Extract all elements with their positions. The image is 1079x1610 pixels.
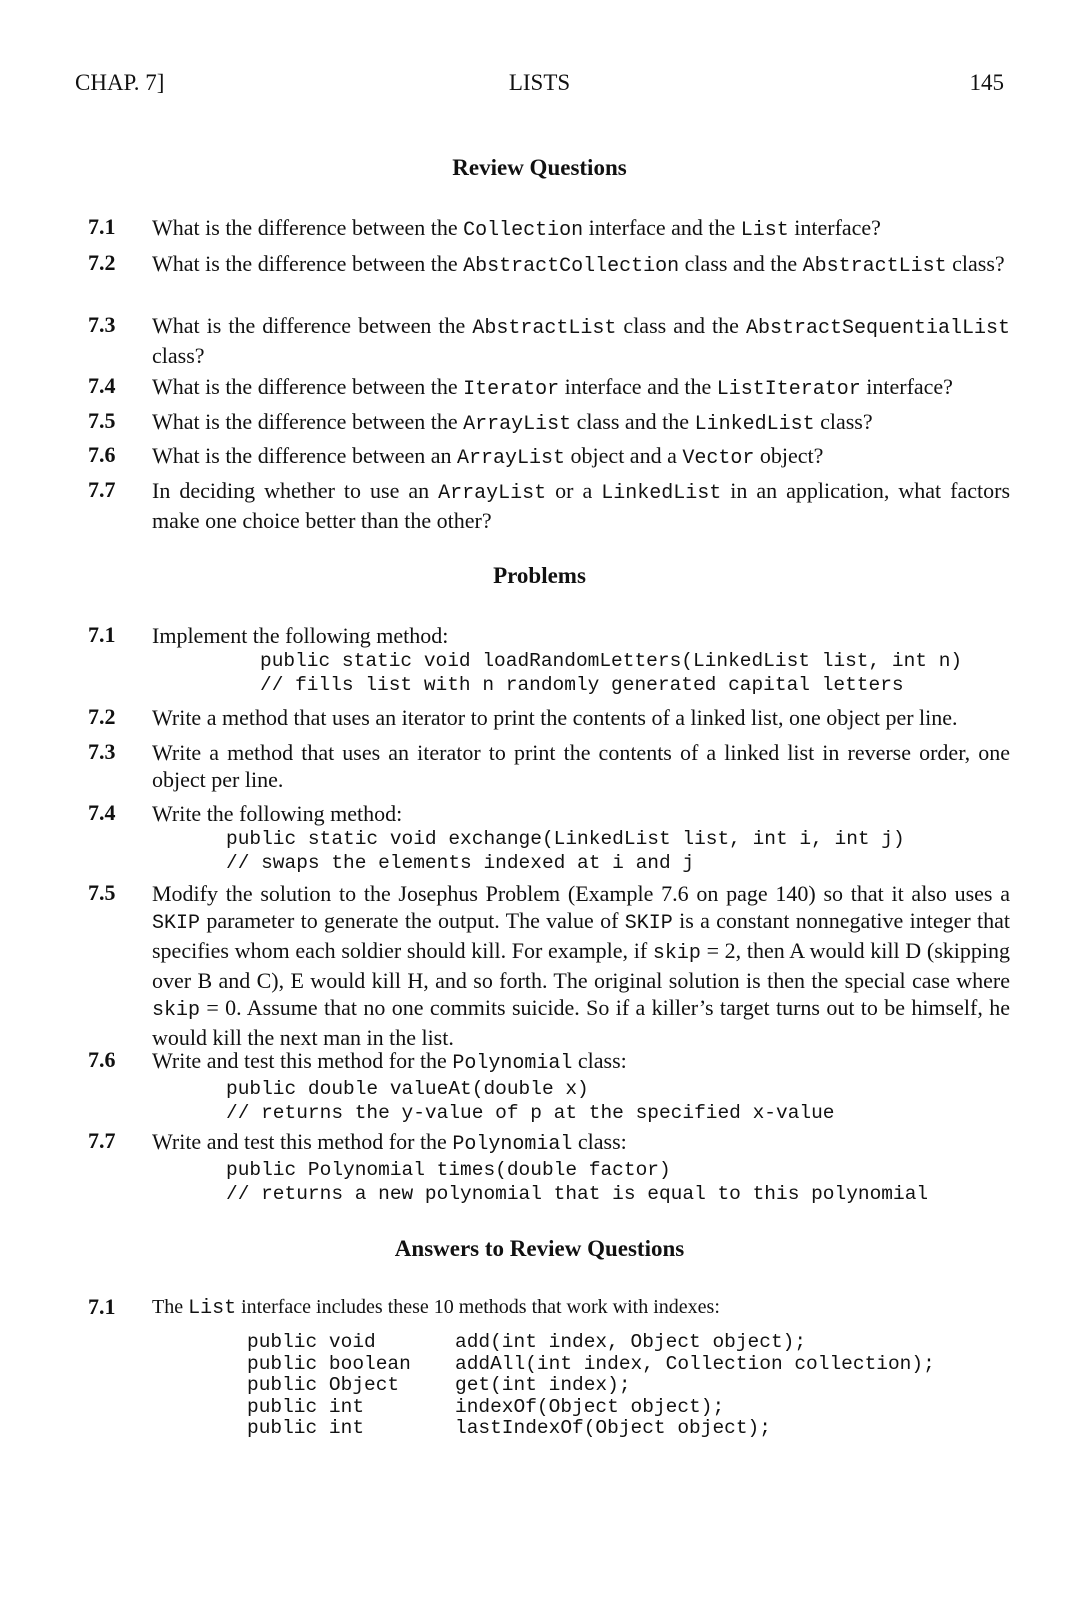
problems-heading: Problems [493, 563, 586, 588]
item-number: 7.3 [88, 739, 116, 764]
inline-code: List [740, 219, 789, 242]
code-line: public static void loadRandomLetters(LinkedList list, int n) [260, 650, 963, 672]
item-text [152, 800, 1010, 827]
review-question [88, 250, 1010, 280]
item-number: 7.5 [88, 408, 116, 433]
page-header [75, 70, 1004, 100]
inline-code: Vector [682, 447, 755, 470]
inline-text: What is the difference between the [152, 215, 464, 240]
inline-text: = 0. Assume that no one commits suicide. So if a killer’s target turns out to be himself, he would kill the next man in the list. [152, 995, 1010, 1050]
method-row [247, 1354, 935, 1376]
item-text [152, 214, 1010, 244]
inline-code: ListIterator [716, 378, 861, 401]
problem-item [88, 622, 1010, 697]
inline-code: LinkedList [601, 482, 722, 505]
item-text [152, 739, 1010, 793]
problem-item [88, 1047, 1010, 1125]
code-line: // returns the y-value of p at the specified x-value [226, 1102, 835, 1124]
inline-text: class? [152, 343, 205, 368]
page-number: 145 [969, 70, 1004, 95]
inline-code: LinkedList [694, 413, 815, 436]
inline-text: object? [754, 443, 824, 468]
code-line: public double valueAt(double x) [226, 1078, 589, 1100]
running-title: LISTS [508, 70, 571, 95]
inline-code: ArrayList [457, 447, 566, 470]
answer-item [88, 1294, 1010, 1322]
inline-text: What is the difference between the [152, 409, 464, 434]
code-line: public Polynomial times(double factor) [226, 1159, 671, 1181]
item-number: 7.7 [88, 1128, 116, 1153]
method-signature: get(int index); [455, 1374, 631, 1396]
item-number: 7.4 [88, 373, 116, 398]
inline-code: Iterator [463, 378, 560, 401]
inline-code: SKIP [152, 912, 201, 935]
chapter-label: CHAP. 7] [75, 70, 165, 95]
item-text [152, 250, 1010, 280]
item-number: 7.5 [88, 880, 116, 905]
answers-heading: Answers to Review Questions [394, 1236, 685, 1261]
item-number: 7.2 [88, 704, 116, 729]
method-row [247, 1375, 935, 1397]
code-line: // returns a new polynomial that is equal to this polynomial [226, 1183, 929, 1205]
item-number: 7.1 [88, 214, 116, 239]
item-text [152, 704, 1010, 731]
inline-text: Write a method that uses an iterator to print the contents of a linked list, one object per line. [152, 705, 958, 730]
return-type: public void [247, 1331, 376, 1353]
code-line: // fills list with n randomly generated capital letters [260, 674, 904, 696]
problem-item [88, 800, 1010, 875]
item-text [152, 1128, 1010, 1158]
inline-text: Write a method that uses an iterator to print the contents of a linked list in reverse order, one object per line. [152, 740, 1010, 792]
inline-text: class: [572, 1129, 627, 1154]
inline-code: ArrayList [463, 413, 572, 436]
inline-text: What is the difference between an [152, 443, 458, 468]
item-text [152, 442, 1010, 472]
code-block [260, 649, 1010, 697]
item-number: 7.3 [88, 312, 116, 337]
method-row [247, 1418, 935, 1440]
code-block [226, 827, 1010, 875]
item-text [152, 408, 1010, 438]
inline-text: What is the difference between the [152, 374, 464, 399]
return-type: public boolean [247, 1352, 411, 1375]
return-type: public int [247, 1395, 365, 1418]
inline-text: What is the difference between the [152, 313, 473, 338]
item-text [152, 477, 1010, 534]
inline-code: skip [152, 999, 201, 1022]
item-number: 7.6 [88, 1047, 116, 1072]
return-type: public int [247, 1417, 365, 1439]
answer-text [152, 1294, 1010, 1322]
inline-text: in an application, what factors make one choice better than the other? [152, 478, 1011, 533]
method-signature: add(int index, Object object); [455, 1331, 807, 1353]
inline-text: class and the [679, 251, 803, 276]
problem-item [88, 704, 1010, 731]
method-signature: lastIndexOf(Object object); [455, 1417, 771, 1439]
inline-code: Collection [463, 219, 584, 242]
item-number: 7.7 [88, 477, 116, 502]
inline-text: class? [814, 409, 873, 434]
item-number: 7.1 [88, 622, 116, 647]
inline-code: AbstractSequentialList [745, 317, 1010, 340]
inline-text: The [152, 1296, 189, 1318]
inline-code: Polynomial [452, 1052, 573, 1075]
answer-number: 7.1 [88, 1294, 116, 1319]
inline-text: interface includes these 10 methods that work with indexes: [236, 1296, 720, 1318]
item-number: 7.4 [88, 800, 116, 825]
inline-text: Write the following method: [152, 801, 403, 826]
item-number: 7.2 [88, 250, 116, 275]
code-line: // swaps the elements indexed at i and j [226, 852, 695, 874]
inline-text: interface? [860, 374, 953, 399]
inline-text: class and the [616, 313, 746, 338]
review-question [88, 408, 1010, 438]
inline-code: ArrayList [438, 482, 547, 505]
inline-text: In deciding whether to use an [152, 478, 439, 503]
review-questions-heading: Review Questions [452, 155, 627, 180]
inline-text: Modify the solution to the Josephus Problem (Example 7.6 on page 140) so that it also uses a [152, 881, 1010, 906]
item-text [152, 373, 1010, 403]
review-question [88, 214, 1010, 244]
methods-table [247, 1332, 935, 1440]
inline-code: List [188, 1297, 237, 1320]
review-question [88, 442, 1010, 472]
problem-item [88, 739, 1010, 793]
code-block [226, 1158, 1010, 1206]
method-signature: addAll(int index, Collection collection); [455, 1352, 935, 1375]
inline-text: interface and the [583, 215, 741, 240]
inline-text: class and the [571, 409, 695, 434]
inline-text: parameter to generate the output. The value of [200, 908, 625, 933]
inline-text: Write and test this method for the [152, 1129, 453, 1154]
method-signature: indexOf(Object object); [455, 1395, 725, 1418]
review-question [88, 312, 1010, 369]
problem-item [88, 880, 1010, 1051]
inline-text: = 2, then A would kill D (skipping over B and C), E would kill H, and so forth. The original solution is then the special case where [152, 938, 1010, 993]
inline-text: Write and test this method for the [152, 1048, 453, 1073]
inline-text: interface? [788, 215, 881, 240]
item-number: 7.6 [88, 442, 116, 467]
method-row [247, 1397, 935, 1419]
inline-text: interface and the [559, 374, 717, 399]
item-text [152, 622, 1010, 649]
inline-code: skip [652, 942, 701, 965]
item-text [152, 1047, 1010, 1077]
review-question [88, 373, 1010, 403]
inline-code: AbstractList [472, 317, 617, 340]
review-question [88, 477, 1010, 534]
inline-text: Implement the following method: [152, 623, 449, 648]
return-type: public Object [247, 1374, 400, 1396]
inline-text: What is the difference between the [152, 251, 464, 276]
inline-text: class? [946, 251, 1005, 276]
inline-code: AbstractList [802, 255, 947, 278]
item-text [152, 312, 1010, 369]
problem-item [88, 1128, 1010, 1206]
inline-text: is a constant nonnegative integer that specifies whom each soldier should kill. For example, if [152, 908, 1011, 963]
inline-text: or a [546, 478, 602, 503]
item-text [152, 880, 1010, 1051]
inline-text: class: [572, 1048, 627, 1073]
inline-code: AbstractCollection [463, 255, 680, 278]
inline-code: Polynomial [452, 1133, 573, 1156]
code-block [226, 1077, 1010, 1125]
inline-text: object and a [565, 443, 683, 468]
method-row [247, 1332, 935, 1354]
code-line: public static void exchange(LinkedList list, int i, int j) [226, 828, 905, 850]
inline-code: SKIP [624, 912, 673, 935]
